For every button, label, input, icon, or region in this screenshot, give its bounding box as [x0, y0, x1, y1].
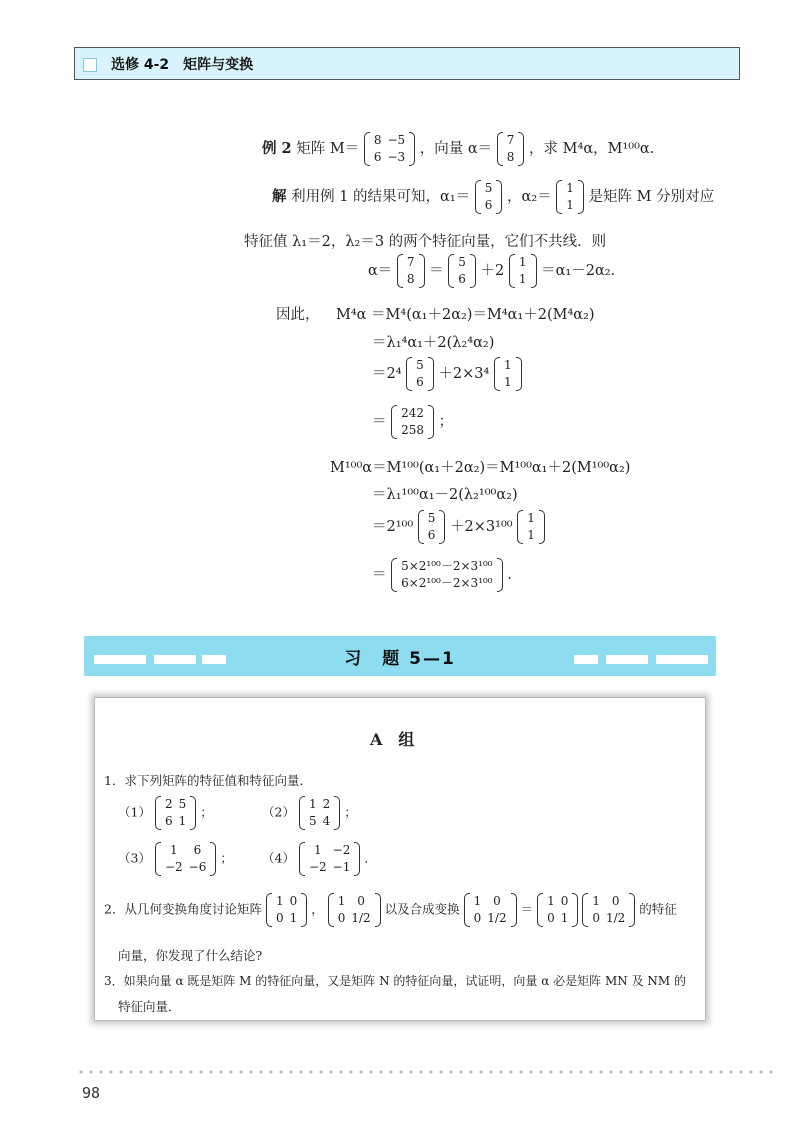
- solution-text: ，α₂＝: [507, 189, 552, 205]
- question-1-1: [118, 796, 213, 830]
- matrix-cell: 1/2: [606, 911, 626, 925]
- matrix-cell: 2: [164, 797, 173, 811]
- question-2: [104, 893, 677, 927]
- matrix-cell: 1/2: [351, 911, 371, 925]
- matrix-cell: −2: [308, 860, 327, 874]
- header-square-marker: [83, 58, 97, 72]
- matrix-cell: 1: [337, 894, 346, 908]
- matrix-cell: 6×2¹⁰⁰－2×3¹⁰⁰: [401, 576, 493, 590]
- matrix-cell: 1: [289, 911, 298, 925]
- example-line: [262, 132, 654, 166]
- separator: ．: [364, 850, 377, 866]
- matrix-cell: −5: [387, 133, 406, 147]
- matrix-cell: 7: [506, 133, 515, 147]
- question-1-2: [262, 796, 357, 830]
- matrix-q1-1: [155, 796, 196, 830]
- matrix-cell: 1: [503, 375, 512, 389]
- matrix-q2-compose-a: [464, 893, 517, 927]
- equation-text: α＝: [368, 263, 393, 279]
- matrix-cell: 7: [406, 255, 415, 269]
- matrix-cell: 1: [308, 797, 317, 811]
- matrix-q2-compose-b: [537, 893, 578, 927]
- matrix-q1-2: [299, 796, 340, 830]
- matrix-cell: 2: [322, 797, 331, 811]
- matrix-cell: −2: [164, 860, 183, 874]
- matrix-cell: 6: [427, 528, 436, 542]
- m4-line-2: ＝λ₁⁴α₁＋2(λ₂⁴α₂): [372, 335, 495, 351]
- matrix-cell: 0: [289, 894, 298, 908]
- therefore-label: 因此，: [276, 307, 320, 323]
- exercises-title: 习 题 5—1: [344, 649, 456, 669]
- matrix-M: [364, 132, 415, 166]
- equation-text: ＋2×3¹⁰⁰: [450, 519, 513, 535]
- matrix-q1-3: [155, 842, 216, 876]
- page-number: 98: [82, 1084, 101, 1102]
- separator: ，: [311, 901, 324, 917]
- matrix-cell: 5: [427, 511, 436, 525]
- matrix-cell: 8: [406, 272, 415, 286]
- matrix-cell: 6: [416, 375, 424, 389]
- matrix-cell: 8: [506, 150, 515, 164]
- matrix-cell: 6: [164, 814, 173, 828]
- example-text: ，向量 α＝: [419, 141, 493, 157]
- matrix-cell: 1: [527, 511, 535, 525]
- matrix-cell: −2: [332, 843, 351, 857]
- matrix-cell: 6: [373, 150, 382, 164]
- matrix-cell: 1: [547, 894, 555, 908]
- separator: ；: [200, 804, 213, 820]
- solution-label: 解: [272, 188, 287, 205]
- matrix-cell: 6: [193, 843, 202, 857]
- matrix-q2-identity: [266, 893, 307, 927]
- m100-line-4: [372, 558, 512, 592]
- m4-result-vector: [391, 405, 434, 439]
- matrix-cell: −6: [188, 860, 207, 874]
- matrix-cell: 4: [322, 814, 331, 828]
- chapter-header: [74, 47, 740, 80]
- question-text: 2．从几何变换角度讨论矩阵: [104, 901, 262, 917]
- m100-line-2: ＝λ₁¹⁰⁰α₁－2(λ₂¹⁰⁰α₂): [372, 487, 518, 503]
- vector-alpha1-repeat: [448, 254, 476, 288]
- solution-text: 是矩阵 M 分别对应: [588, 189, 715, 205]
- exercises-banner: [84, 636, 716, 676]
- matrix-cell: 1/2: [487, 911, 507, 925]
- question-text: 的特征: [639, 901, 677, 917]
- m4-line-3: [372, 357, 522, 391]
- alpha-decomposition: [368, 254, 615, 288]
- matrix-cell: 5: [458, 255, 466, 269]
- question-3-line-1: 3．如果向量 α 既是矩阵 M 的特征向量，又是矩阵 N 的特征向量，试证明，向量 α 必是矩阵 MN 及 NM 的: [104, 974, 686, 988]
- matrix-cell: 0: [493, 894, 501, 908]
- matrix-q1-4: [299, 842, 360, 876]
- matrix-cell: 8: [373, 133, 382, 147]
- equation-text: ＝α₁－2α₂.: [541, 263, 616, 279]
- m100-line-1: M¹⁰⁰α＝M¹⁰⁰(α₁＋2α₂)＝M¹⁰⁰α₁＋2(M¹⁰⁰α₂): [330, 460, 631, 476]
- question-2-line-2: 向量，你发现了什么结论?: [118, 948, 263, 963]
- item-label: （4）: [262, 850, 295, 866]
- matrix-cell: 5×2¹⁰⁰－2×3¹⁰⁰: [401, 559, 493, 573]
- vector-alpha2: [556, 180, 584, 214]
- vector-alpha2-m100: [517, 510, 545, 544]
- matrix-cell: 1: [566, 198, 574, 212]
- matrix-cell: 0: [592, 911, 600, 925]
- equation-text: ＝: [372, 567, 387, 583]
- matrix-cell: 1: [527, 528, 535, 542]
- matrix-cell: 1: [178, 814, 187, 828]
- equation-text: ＋2: [480, 263, 505, 279]
- item-label: （2）: [262, 804, 295, 820]
- question-text: 以及合成变换: [384, 901, 460, 917]
- vector-alpha2-repeat: [509, 254, 537, 288]
- matrix-cell: 1: [592, 894, 600, 908]
- matrix-cell: 242: [401, 406, 425, 420]
- group-title: A 组: [370, 730, 415, 749]
- question-1: 1．求下列矩阵的特征值和特征向量．: [104, 773, 312, 788]
- vector-alpha2-m4: [494, 357, 522, 391]
- matrix-cell: 5: [178, 797, 187, 811]
- matrix-cell: 1: [503, 358, 512, 372]
- question-1-4: [262, 842, 377, 876]
- equation-text: ＋2×3⁴: [438, 366, 490, 382]
- question-1-3: [118, 842, 233, 876]
- equation-text: ；: [438, 414, 454, 430]
- matrix-q2-compose-c: [582, 893, 635, 927]
- matrix-cell: 1: [566, 181, 574, 195]
- equation-text: ＝: [429, 263, 444, 279]
- m4-line-4: [372, 405, 453, 439]
- vector-alpha1-m100: [418, 510, 446, 544]
- example-text: ，求 M⁴α，M¹⁰⁰α.: [529, 141, 655, 157]
- separator: ；: [220, 850, 233, 866]
- matrix-cell: 1: [518, 272, 527, 286]
- matrix-cell: 1: [169, 843, 178, 857]
- vector-alpha1: [475, 180, 503, 214]
- matrix-cell: 6: [458, 272, 466, 286]
- matrix-cell: 0: [547, 911, 555, 925]
- m100-line-3: [372, 510, 545, 544]
- matrix-cell: 0: [275, 911, 284, 925]
- matrix-cell: 0: [611, 894, 620, 908]
- matrix-cell: 258: [401, 423, 425, 437]
- example-text: 矩阵 M＝: [296, 141, 360, 157]
- matrix-cell: 0: [560, 894, 569, 908]
- vector-alpha-repeat: [397, 254, 425, 288]
- equation-text: ＝: [372, 414, 387, 430]
- solution-line-1: [272, 180, 714, 214]
- matrix-cell: 5: [308, 814, 317, 828]
- matrix-cell: 5: [416, 358, 424, 372]
- separator: ；: [344, 804, 357, 820]
- m4-line-1: M⁴α ＝M⁴(α₁＋2α₂)＝M⁴α₁＋2(M⁴α₂): [336, 307, 595, 323]
- solution-line-2: 特征值 λ₁＝2，λ₂＝3 的两个特征向量，它们不共线．则: [244, 234, 607, 250]
- footer-dotted-rule: [76, 1070, 776, 1074]
- m100-result-vector: [391, 558, 503, 592]
- vector-alpha1-m4: [406, 357, 434, 391]
- item-label: （3）: [118, 850, 151, 866]
- separator: ＝: [520, 901, 534, 917]
- matrix-cell: 0: [473, 911, 482, 925]
- vector-alpha: [497, 132, 525, 166]
- item-label: （1）: [118, 804, 151, 820]
- matrix-cell: 1: [560, 911, 569, 925]
- equation-text: ＝2⁴: [372, 366, 402, 382]
- question-3-line-2: 特征向量．: [118, 999, 181, 1014]
- matrix-cell: −3: [387, 150, 406, 164]
- matrix-cell: 1: [473, 894, 482, 908]
- equation-text: ＝2¹⁰⁰: [372, 519, 414, 535]
- matrix-q2-compress: [328, 893, 381, 927]
- matrix-cell: 6: [484, 198, 493, 212]
- equation-text: .: [507, 567, 512, 583]
- matrix-cell: 0: [337, 911, 346, 925]
- matrix-cell: 1: [313, 843, 322, 857]
- matrix-cell: −1: [332, 860, 351, 874]
- solution-text: 利用例 1 的结果可知，α₁＝: [291, 189, 471, 205]
- example-label: 例 2: [262, 140, 292, 157]
- matrix-cell: 1: [275, 894, 284, 908]
- matrix-cell: 0: [357, 894, 365, 908]
- matrix-cell: 5: [484, 181, 493, 195]
- matrix-cell: 1: [518, 255, 527, 269]
- chapter-title: 选修 4-2 矩阵与变换: [111, 57, 254, 73]
